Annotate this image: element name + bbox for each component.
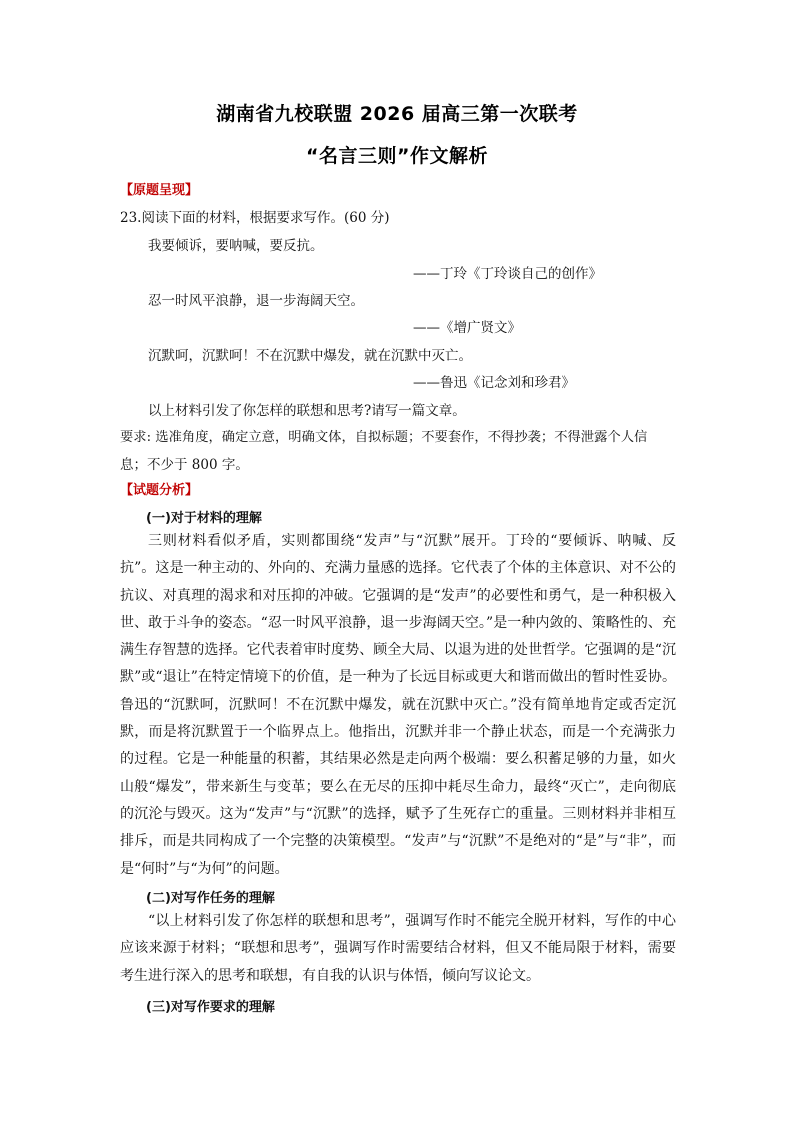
quote-1: 我要倾诉，要呐喊，要反抗。 — [148, 238, 324, 254]
document-title: 湖南省九校联盟 2026 届高三第一次联考 — [216, 103, 578, 125]
writing-prompt: 以上材料引发了你怎样的联想和思考?请写一篇文章。 — [148, 403, 466, 419]
section-heading-original-question: 【原题呈现】 — [120, 183, 199, 198]
requirements-line-2: 息；不少于 800 字。 — [120, 457, 249, 473]
quote-3: 沉默呵，沉默呵！不在沉默中爆发，就在沉默中灭亡。 — [148, 348, 472, 364]
question-stem: 23.阅读下面的材料，根据要求写作。(60 分) — [120, 210, 390, 226]
subheading-material: (一)对于材料的理解 — [146, 511, 262, 526]
section-heading-analysis: 【试题分析】 — [120, 483, 199, 498]
paragraph-task-analysis: “以上材料引发了你怎样的联想和思考”，强调写作时不能完全脱开材料，写作的中心应该来源于材料；“联想和思考”，强调写作时需要结合材料，但又不能局限于材料，需要考生进行深入的思考和联想，有自我的认识与体悟，倾向写议论文。 — [120, 913, 676, 984]
subheading-task: (二)对写作任务的理解 — [146, 891, 275, 906]
quote-3-source: ——鲁迅《记念刘和珍君》 — [413, 375, 575, 391]
quote-2-source: ——《增广贤文》 — [413, 320, 521, 336]
quote-1-source: ——丁玲《丁玲谈自己的创作》 — [413, 266, 602, 282]
subheading-requirements: (三)对写作要求的理解 — [146, 1000, 275, 1015]
document-subtitle: “名言三则”作文解析 — [306, 145, 488, 167]
requirements-line-1: 要求: 选准角度，确定立意，明确文体，自拟标题；不要套作，不得抄袭；不得泄露个人信 — [120, 430, 648, 445]
paragraph-material-analysis: 三则材料看似矛盾，实则都围绕“发声”与“沉默”展开。丁玲的“要倾诉、呐喊、反抗”。这是一种主动的、外向的、充满力量感的选择。它代表了个体的主体意识、对不公的抗议、对真理的渴求和对压抑的冲破。它强调的是“发声”的必要性和勇气，是一种积极入世、敢于斗争的姿态。“忍一时风平浪静，退一步海阔天空。”是一种内敛的、策略性的、充满生存智慧的选择。它代表着审时度势、顾全大局、以退为进的处世哲学。它强调的是“沉默”或“退让”在特定情境下的价值，是一种为了长远目标或更大和谐而做出的暂时性妥协。鲁迅的“沉默呵，沉默呵！不在沉默中爆发，就在沉默中灭亡。”没有简单地肯定或否定沉默，而是将沉默置于一个临界点上。他指出，沉默并非一个静止状态，而是一个充满张力的过程。它是一种能量的积蓄，其结果必然是走向两个极端：要么积蓄足够的力量，如火山般“爆发”，带来新生与变革；要么在无尽的压抑中耗尽生命力，最终“灭亡”，走向彻底的沉沦与毁灭。这为“发声”与“沉默”的选择，赋予了生死存亡的重量。三则材料并非相互排斥，而是共同构成了一个完整的决策模型。“发声”与“沉默”不是绝对的“是”与“非”，而是“何时”与“为何”的问题。 — [120, 533, 676, 877]
quote-2: 忍一时风平浪静，退一步海阔天空。 — [148, 293, 364, 309]
